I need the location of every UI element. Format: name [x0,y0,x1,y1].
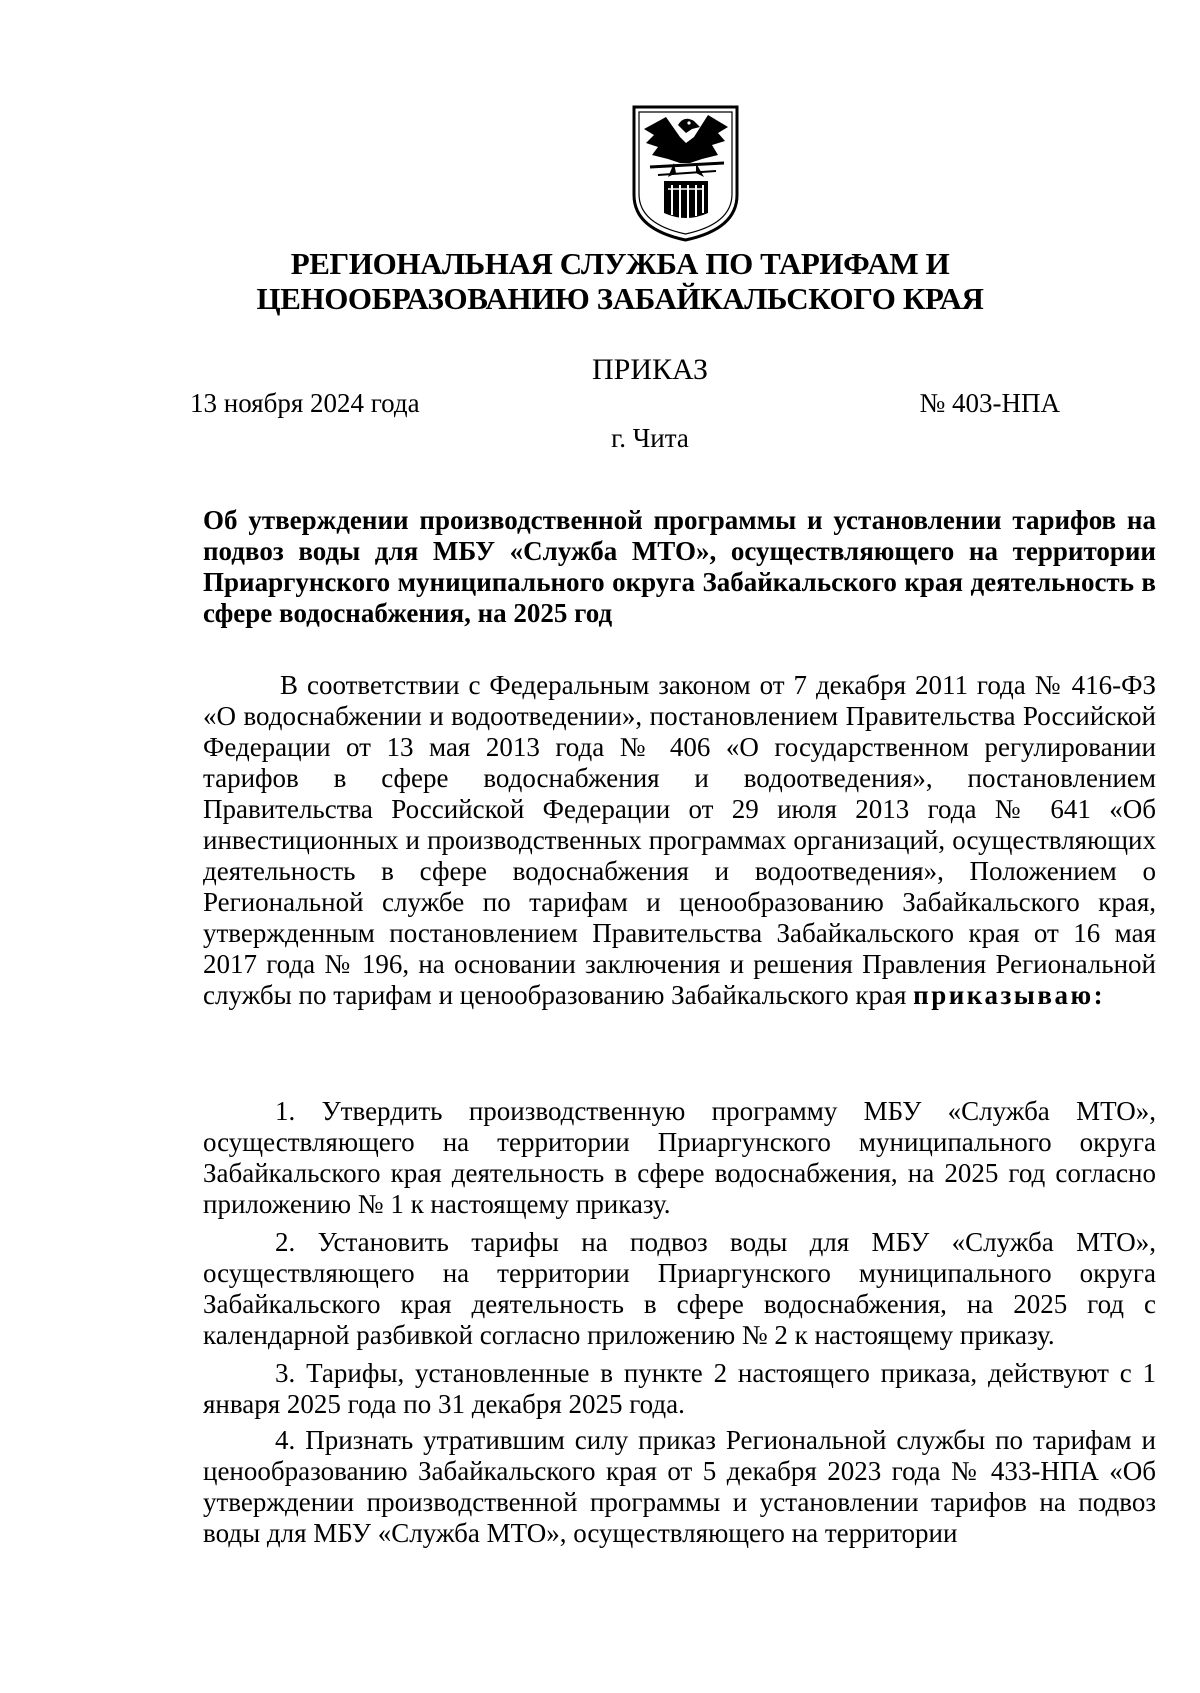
order-verb: приказываю: [913,980,1106,1010]
order-item-3: 3. Тарифы, установленные в пункте 2 настоящего приказа, действуют с 1 января 2025 года по 31 декабря 2025 года. [203,1358,1156,1419]
order-item-1: 1. Утвердить производственную программу МБУ «Служба МТО», осуществляющего на территории Приаргунского муниципального округа Забайкальского края деятельность в сфере водоснабжения, на 2025 год согласно приложению № 1 к настоящему приказу. [203,1096,1156,1219]
document-city: г. Чита [611,423,689,453]
organization-name-line-1: РЕГИОНАЛЬНАЯ СЛУЖБА ПО ТАРИФАМ И [290,246,950,281]
order-item-2: 2. Установить тарифы на подвоз воды для МБУ «Служба МТО», осуществляющего на территории Приаргунского муниципального округа Забайкальского края деятельность в сфере водоснабжения, на 2025 год с календарной разбивкой согласно приложению № 2 к настоящему приказу. [203,1227,1156,1350]
order-item-4: 4. Признать утратившим силу приказ Региональной службы по тарифам и ценообразованию Забайкальского края от 5 декабря 2023 года № 433-НПА «Об утверждении производственной программы и установлении тарифов на подвоз воды для МБУ «Служба МТО», осуществляющего на территории [203,1425,1156,1548]
document-number: № 403-НПА [919,388,1060,418]
preamble-text: В соответствии с Федеральным законом от 7 декабря 2011 года № 416-ФЗ «О водоснабжении и водоотведении», постановлением Правительства Российской Федерации от 13 мая 2013 года № 406 «О государственном регулировании тарифов в сфере водоснабжения и водоотведения», постановлением Правительства Российской Федерации от 29 июля 2013 года № 641 «Об инвестиционных и производственных программах организаций, осуществляющих деятельность в сфере водоснабжения и водоотведения», Положением о Региональной службе по тарифам и ценообразованию Забайкальского края, утвержденным постановлением Правительства Забайкальского края от 16 мая 2017 года № 196, на основании заключения и решения Правления Региональной службы по тарифам и ценообразованию Забайкальского края [203,670,1156,1010]
document-subject: Об утверждении производственной программы и установлении тарифов на подвоз воды для МБУ «Служба МТО», осуществляющего на территории Приаргунского муниципального округа Забайкальского края деятельность в сфере водоснабжения, на 2025 год [203,505,1156,628]
organization-name-line-2: ЦЕНООБРАЗОВАНИЮ ЗАБАЙКАЛЬСКОГО КРАЯ [256,281,984,316]
document-type: ПРИКАЗ [592,353,708,386]
preamble-paragraph [203,670,1156,1011]
order-items [203,1096,1156,1556]
document-date: 13 ноября 2024 года [190,388,420,418]
coat-of-arms-icon [628,103,743,243]
